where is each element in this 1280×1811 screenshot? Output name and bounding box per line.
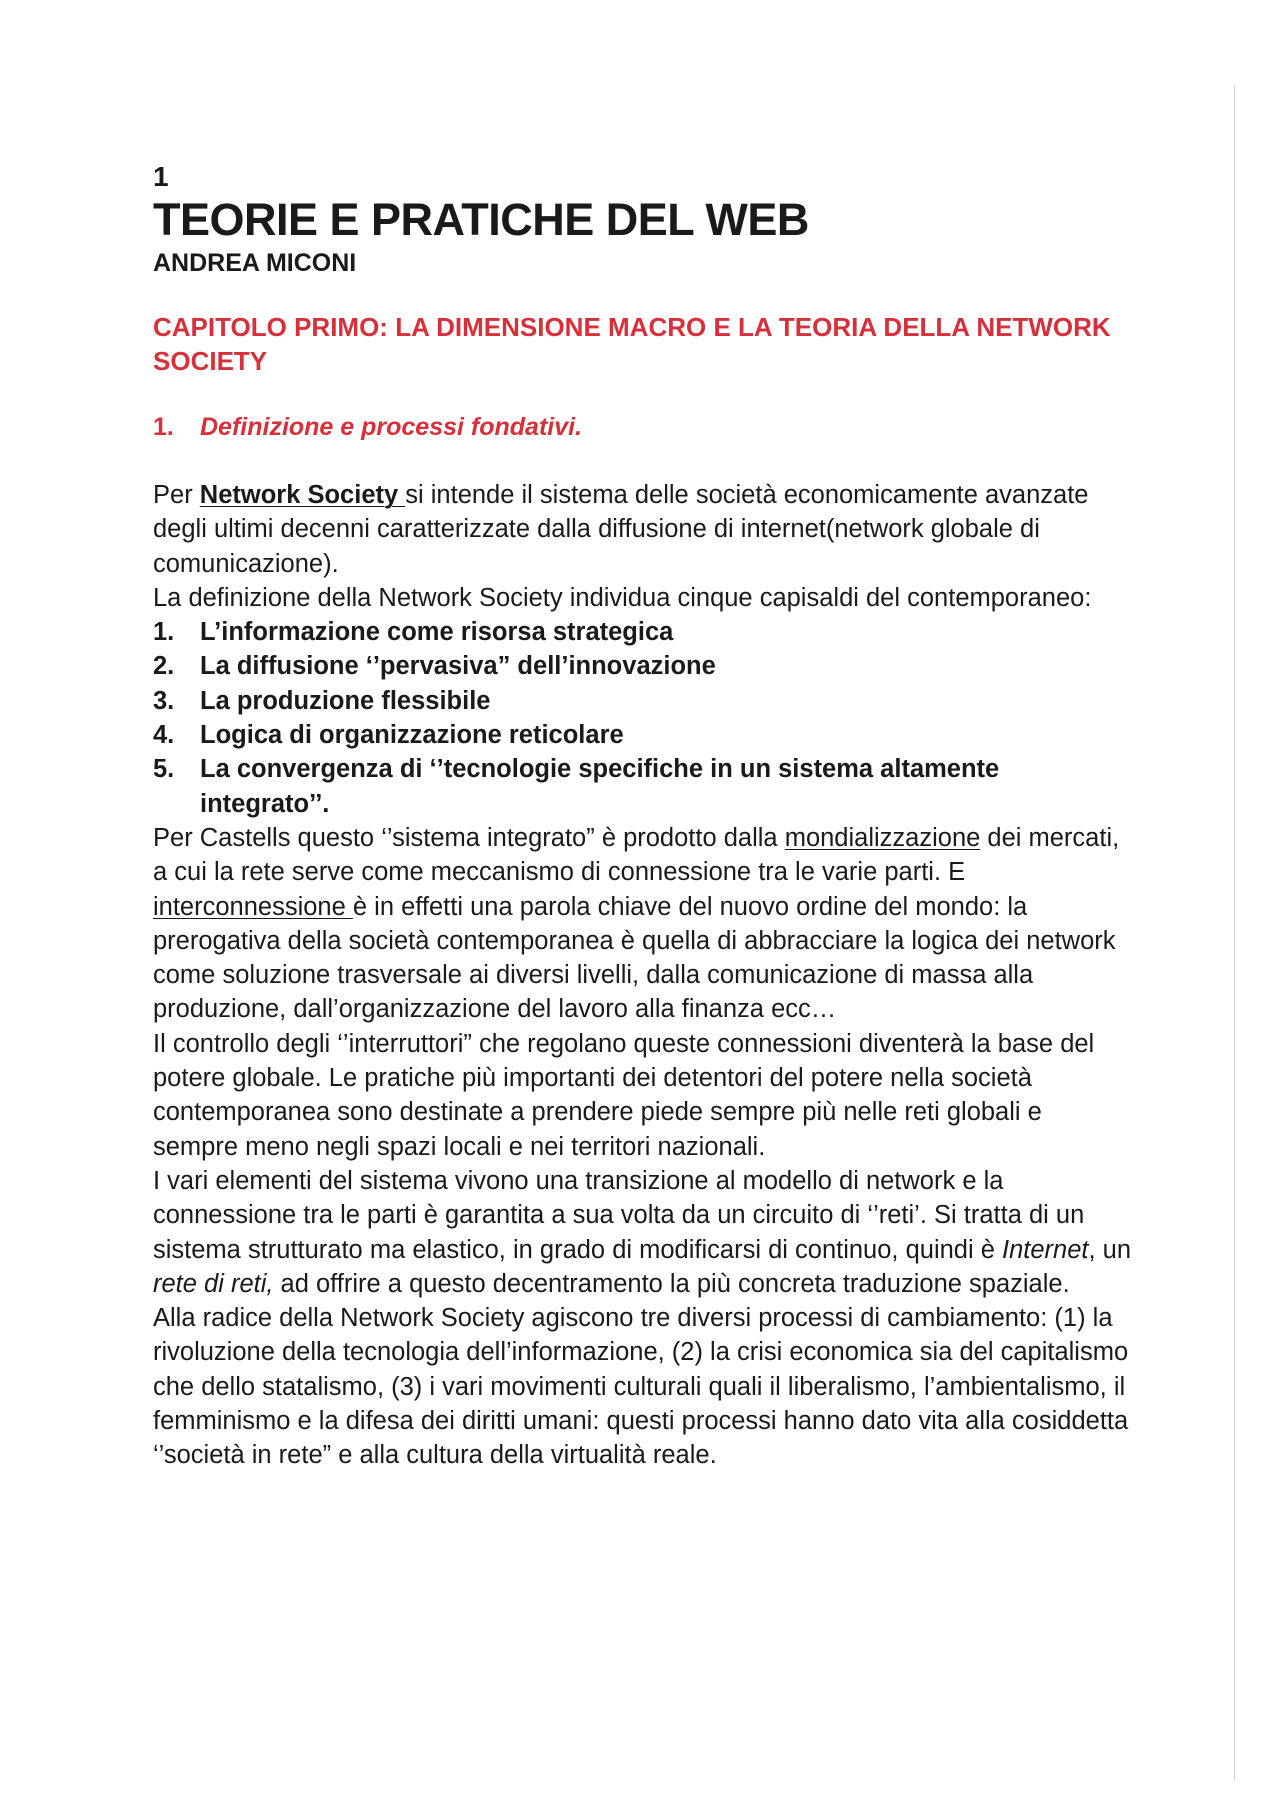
castells-text-3: è in effetti una parola chiave del nuovo ordine del mondo: la prerogativa della società contemporanea è quella di abbracciare la logica dei network come soluzione trasversale ai diversi livelli, dalla comunicazione di massa alla produzione, dall’organizzazione del lavoro alla finanza ecc… xyxy=(153,892,1116,1024)
list-item-text: La diffusione ‘’pervasiva” dell’innovazione xyxy=(200,652,716,681)
intro-paragraph xyxy=(153,478,1133,581)
definition-paragraph: La definizione della Network Society individua cinque capisaldi del contemporaneo: xyxy=(153,583,1092,612)
list-item-number: 2. xyxy=(153,652,175,681)
page-number: 1 xyxy=(153,161,169,192)
list-item-number: 5. xyxy=(153,755,175,784)
rete-di-reti-term: rete di reti, xyxy=(153,1269,274,1298)
pillars-list xyxy=(153,615,1133,821)
elements-text-1: I vari elementi del sistema vivono una transizione al modello di network e la connessione tra le parti è garantita a sua volta da un circuito di ‘’reti’. Si tratta di un sistema strutturato ma elastico, in grado di modificarsi di continuo, quindi è xyxy=(153,1166,1085,1264)
section-number: 1. xyxy=(153,413,174,441)
list-item xyxy=(153,752,1133,821)
list-item xyxy=(153,684,1133,718)
section-title: Definizione e processi fondativi. xyxy=(200,413,583,441)
internet-term: Internet xyxy=(1002,1235,1089,1264)
castells-text-2: dei mercati, a cui la rete serve come meccanismo di connessione tra le varie parti. E xyxy=(153,823,1120,887)
list-item xyxy=(153,615,1133,649)
list-item-text: La convergenza di ‘’tecnologie specifiche in un sistema altamente integrato’’. xyxy=(200,755,1000,818)
roots-paragraph: Alla radice della Network Society agiscono tre diversi processi di cambiamento: (1) la rivoluzione della tecnologia dell’informazione, (2) la crisi economica sia del capitalismo che dello statalismo, (3) i vari movimenti culturali quali il liberalismo, l’ambientalismo, il femminismo e la difesa dei diritti umani: questi processi hanno dato vita alla cosiddetta ‘’società in rete” e alla cultura della virtualità reale. xyxy=(153,1304,1129,1470)
page-margin-line xyxy=(1234,85,1235,1780)
list-item-number: 3. xyxy=(153,686,175,715)
chapter-heading: CAPITOLO PRIMO: LA DIMENSIONE MACRO E LA TEORIA DELLA NETWORK SOCIETY xyxy=(153,312,1111,376)
elements-text-3: ad offrire a questo decentramento la più concreta traduzione spaziale. xyxy=(273,1269,1070,1298)
list-item-text: Logica di organizzazione reticolare xyxy=(200,721,624,750)
elements-text-2: , un xyxy=(1088,1235,1132,1264)
list-item-number: 1. xyxy=(153,618,175,647)
list-item xyxy=(153,718,1133,752)
document-title: TEORIE E PRATICHE DEL WEB xyxy=(153,194,809,245)
mondializzazione-term: mondializzazione xyxy=(784,823,981,852)
author-name: ANDREA MICONI xyxy=(153,249,357,277)
control-paragraph: Il controllo degli ‘’interruttori” che regolano queste connessioni diventerà la base del potere globale. Le pratiche più importanti dei detentori del potere nella società contemporanea sono destinate a prendere piede sempre più nelle reti globali e sempre meno negli spazi locali e nei territori nazionali. xyxy=(153,1029,1095,1161)
list-item-text: L’informazione come risorsa strategica xyxy=(200,618,674,647)
list-item-number: 4. xyxy=(153,721,175,750)
section-heading xyxy=(153,410,1133,444)
castells-paragraph xyxy=(153,821,1133,1027)
intro-lead: Per xyxy=(153,481,200,509)
intro-rest: si intende il sistema delle società economicamente avanzate degli ultimi decenni caratterizzate dalla diffusione di internet(network globale di comunicazione). xyxy=(153,481,1089,578)
list-item xyxy=(153,649,1133,683)
list-item-text: La produzione flessibile xyxy=(200,686,491,715)
elements-paragraph xyxy=(153,1164,1133,1301)
interconnessione-term: interconnessione xyxy=(153,892,353,921)
castells-text-1: Per Castells questo ‘’sistema integrato” è prodotto dalla xyxy=(153,823,785,852)
network-society-term: Network Society xyxy=(199,481,406,509)
document-page xyxy=(153,160,1133,1473)
